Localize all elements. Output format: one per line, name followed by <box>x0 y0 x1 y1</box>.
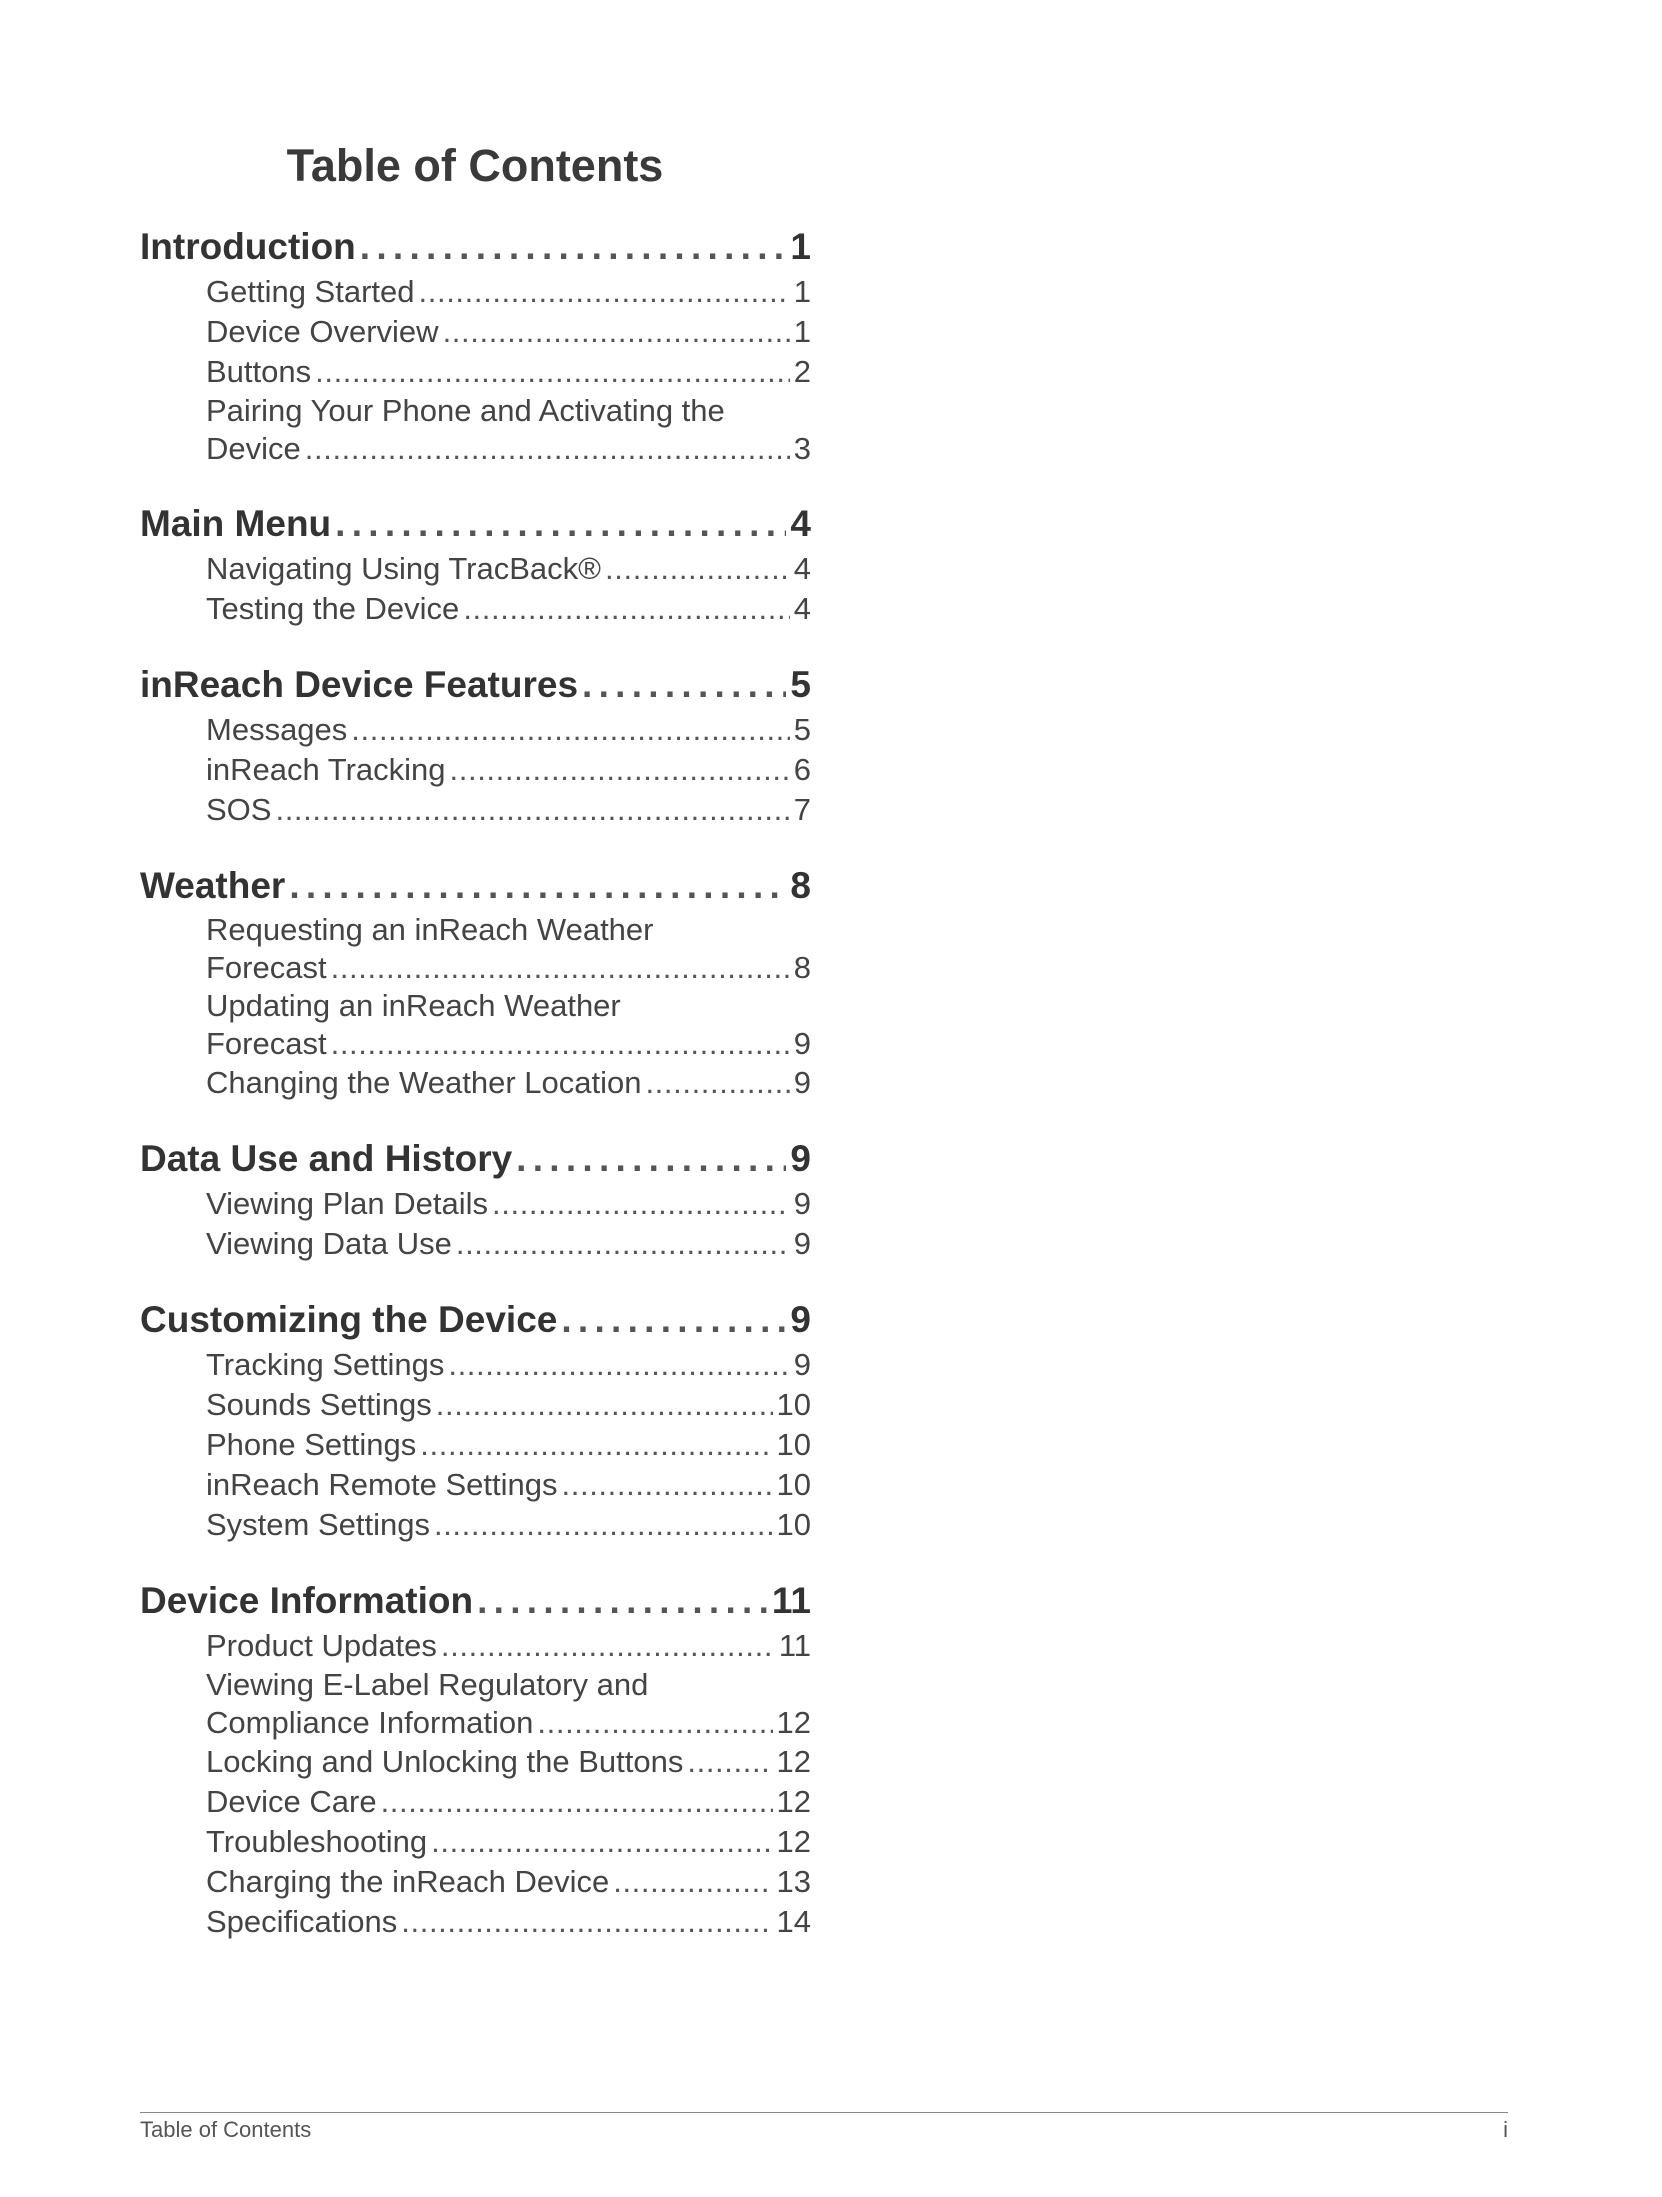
toc-section-weather <box>140 861 811 1103</box>
toc-entry-page: 10 <box>776 1467 811 1502</box>
toc-entry-label: inReach Remote Settings <box>206 1467 558 1502</box>
toc-heading-title: Introduction <box>140 226 356 267</box>
toc-heading-title: inReach Device Features <box>140 664 579 705</box>
toc-entry-page: 9 <box>793 1026 811 1061</box>
toc-entry-label: Troubleshooting <box>206 1824 428 1859</box>
toc-entry-label-line1: Viewing E-Label Regulatory and <box>206 1667 649 1702</box>
toc-entry[interactable] <box>140 1385 811 1425</box>
toc-entry[interactable] <box>140 1505 811 1545</box>
toc-entry-page: 12 <box>776 1705 811 1740</box>
toc-entry[interactable] <box>140 710 811 750</box>
toc-section-data-use-and-history <box>140 1134 811 1264</box>
dot-leader <box>561 1295 786 1345</box>
toc-heading-page: 4 <box>790 503 811 544</box>
toc-entry[interactable] <box>140 1782 811 1822</box>
toc-entry[interactable] <box>140 911 811 987</box>
toc-entry-label: Charging the inReach Device <box>206 1864 610 1899</box>
toc-entry-page: 9 <box>793 1065 811 1100</box>
dot-leader <box>613 1862 772 1902</box>
toc-entry[interactable] <box>140 1425 811 1465</box>
toc-entry[interactable] <box>140 1184 811 1224</box>
dot-leader <box>537 1704 772 1742</box>
toc-entry-page: 9 <box>793 1347 811 1382</box>
dot-leader <box>335 499 786 549</box>
toc-section-main-menu <box>140 499 811 629</box>
toc-heading-page: 9 <box>790 1299 811 1340</box>
toc-heading-title: Device Information <box>140 1580 474 1621</box>
toc-section-introduction <box>140 222 811 468</box>
toc-entry-page: 12 <box>776 1824 811 1859</box>
dot-leader <box>516 1134 786 1184</box>
dot-leader <box>456 1224 790 1264</box>
table-of-contents <box>140 222 811 1973</box>
toc-entry-page: 9 <box>793 1186 811 1221</box>
toc-entry-label: Specifications <box>206 1904 398 1939</box>
dot-leader <box>645 1063 789 1103</box>
toc-entry-label: Compliance Information <box>206 1705 534 1740</box>
toc-entry-label: Phone Settings <box>206 1427 417 1462</box>
toc-entry-label: Device Care <box>206 1784 377 1819</box>
toc-entry-label: Changing the Weather Location <box>206 1065 642 1100</box>
toc-entry[interactable] <box>140 589 811 629</box>
toc-heading-page: 11 <box>771 1580 811 1621</box>
dot-leader <box>605 549 790 589</box>
toc-entry[interactable] <box>140 750 811 790</box>
toc-entry-page: 14 <box>776 1904 811 1939</box>
toc-heading-title: Customizing the Device <box>140 1299 558 1340</box>
toc-entry-label: Getting Started <box>206 274 415 309</box>
toc-entry-label: Product Updates <box>206 1628 437 1663</box>
toc-entry[interactable] <box>140 312 811 352</box>
toc-heading[interactable] <box>140 1576 811 1626</box>
toc-entry[interactable] <box>140 352 811 392</box>
toc-heading-page: 1 <box>790 226 811 267</box>
dot-leader <box>360 222 787 272</box>
dot-leader <box>315 352 790 392</box>
toc-entry-label: Buttons <box>206 354 312 389</box>
toc-entry-label: Testing the Device <box>206 591 460 626</box>
toc-heading[interactable] <box>140 499 811 549</box>
page-title: Table of Contents <box>286 140 664 191</box>
toc-entry[interactable] <box>140 987 811 1063</box>
toc-entry-page: 12 <box>776 1744 811 1779</box>
toc-entry-label: Sounds Settings <box>206 1387 432 1422</box>
toc-entry-label: System Settings <box>206 1507 430 1542</box>
dot-leader <box>463 589 789 629</box>
dot-leader <box>289 861 786 911</box>
toc-entry-page: 4 <box>793 551 811 586</box>
toc-entry-page: 6 <box>793 752 811 787</box>
dot-leader <box>434 1505 773 1545</box>
toc-entry[interactable] <box>140 790 811 830</box>
toc-entry[interactable] <box>140 1465 811 1505</box>
toc-entry[interactable] <box>140 1626 811 1666</box>
dot-leader <box>275 790 789 830</box>
toc-entry-page: 13 <box>776 1864 811 1899</box>
toc-entry[interactable] <box>140 1822 811 1862</box>
toc-entry[interactable] <box>140 272 811 312</box>
dot-leader <box>420 1425 772 1465</box>
toc-heading-page: 9 <box>790 1138 811 1179</box>
dot-leader <box>351 710 789 750</box>
toc-entry-label: Navigating Using TracBack® <box>206 551 602 586</box>
toc-heading-page: 8 <box>790 865 811 906</box>
dot-leader <box>687 1742 772 1782</box>
dot-leader <box>331 1025 790 1063</box>
toc-heading-page: 5 <box>790 664 811 705</box>
toc-entry-label: Messages <box>206 712 348 747</box>
toc-heading[interactable] <box>140 222 811 272</box>
toc-entry-label: Viewing Plan Details <box>206 1186 489 1221</box>
dot-leader <box>492 1184 790 1224</box>
toc-entry-page: 3 <box>793 431 811 466</box>
toc-entry-label: Device <box>206 431 301 466</box>
toc-entry-page: 11 <box>778 1628 811 1663</box>
toc-entry-page: 7 <box>793 792 811 827</box>
dot-leader <box>331 949 790 987</box>
toc-heading[interactable] <box>140 660 811 710</box>
toc-section-inreach-device-features <box>140 660 811 830</box>
dot-leader <box>582 660 786 710</box>
toc-section-customizing-the-device <box>140 1295 811 1545</box>
toc-entry-label: Forecast <box>206 950 327 985</box>
dot-leader <box>401 1902 772 1942</box>
toc-entry-page: 1 <box>793 274 811 309</box>
dot-leader <box>450 750 790 790</box>
toc-heading-title: Main Menu <box>140 503 332 544</box>
toc-entry-page: 2 <box>793 354 811 389</box>
footer-section-name: Table of Contents <box>140 2117 312 2142</box>
toc-entry-page: 10 <box>776 1507 811 1542</box>
toc-entry-label: Device Overview <box>206 314 439 349</box>
footer-divider <box>140 2112 1508 2113</box>
toc-entry-label: Locking and Unlocking the Buttons <box>206 1744 684 1779</box>
toc-entry[interactable] <box>140 1742 811 1782</box>
dot-leader <box>448 1345 789 1385</box>
toc-entry-label-line1: Requesting an inReach Weather <box>206 912 654 947</box>
dot-leader <box>441 1626 775 1666</box>
dot-leader <box>443 312 790 352</box>
toc-entry[interactable] <box>140 1862 811 1902</box>
dot-leader <box>305 430 790 468</box>
toc-entry-page: 8 <box>793 950 811 985</box>
toc-entry[interactable] <box>140 1063 811 1103</box>
dot-leader <box>562 1465 773 1505</box>
toc-entry-label: Forecast <box>206 1026 327 1061</box>
toc-entry[interactable] <box>140 1902 811 1942</box>
toc-entry[interactable] <box>140 1666 811 1742</box>
dot-leader <box>431 1822 772 1862</box>
toc-entry[interactable] <box>140 392 811 468</box>
toc-entry-page: 5 <box>793 712 811 747</box>
toc-heading[interactable] <box>140 1295 811 1345</box>
toc-entry-label-line1: Pairing Your Phone and Activating the <box>206 393 725 428</box>
toc-entry-page: 9 <box>793 1226 811 1261</box>
toc-heading-title: Data Use and History <box>140 1138 513 1179</box>
toc-entry-label: inReach Tracking <box>206 752 446 787</box>
toc-section-device-information <box>140 1576 811 1942</box>
dot-leader <box>419 272 790 312</box>
toc-heading[interactable] <box>140 1134 811 1184</box>
dot-leader <box>436 1385 773 1425</box>
toc-entry[interactable] <box>140 1224 811 1264</box>
toc-entry-page: 10 <box>776 1387 811 1422</box>
toc-entry-label: Viewing Data Use <box>206 1226 452 1261</box>
toc-entry-label-line1: Updating an inReach Weather <box>206 988 621 1023</box>
toc-entry[interactable] <box>140 549 811 589</box>
toc-entry-page: 12 <box>776 1784 811 1819</box>
toc-heading-title: Weather <box>140 865 286 906</box>
footer-page-number: i <box>1503 2117 1508 2142</box>
toc-entry-page: 1 <box>793 314 811 349</box>
toc-entry[interactable] <box>140 1345 811 1385</box>
toc-entry-label: SOS <box>206 792 272 827</box>
toc-entry-label: Tracking Settings <box>206 1347 445 1382</box>
toc-heading[interactable] <box>140 861 811 911</box>
dot-leader <box>477 1576 768 1626</box>
dot-leader <box>381 1782 773 1822</box>
toc-entry-page: 10 <box>776 1427 811 1462</box>
toc-entry-page: 4 <box>793 591 811 626</box>
